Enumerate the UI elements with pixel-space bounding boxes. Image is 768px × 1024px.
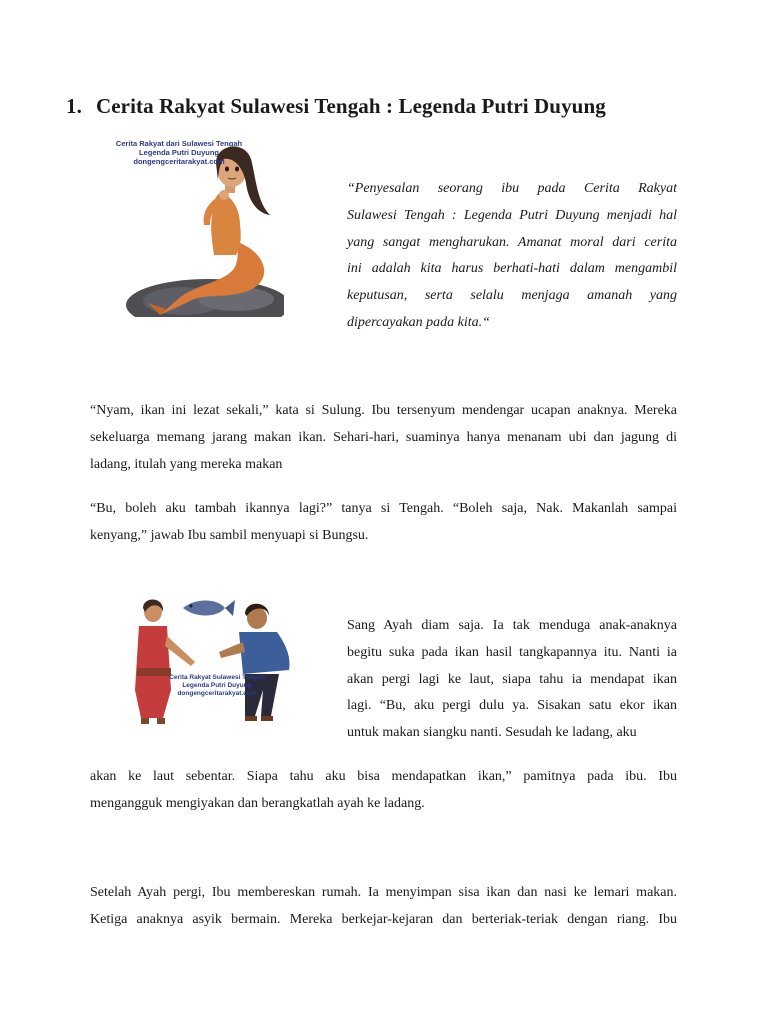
- story-paragraph-3: [347, 613, 677, 747]
- quote-line: yang sangat mengharukan. Amanat moral dari cerita: [347, 234, 677, 250]
- paragraph-line: Setelah Ayah pergi, Ibu membereskan rumah. Ia menyimpan sisa ikan dan nasi ke lemari makan.: [90, 885, 677, 900]
- paragraph-line: Sang Ayah diam saja. Ia tak menduga anak-anaknya: [347, 618, 677, 633]
- caption-line: Legenda Putri Duyung: [182, 682, 252, 689]
- paragraph-line: Ketiga anaknya asyik bermain. Mereka berkejar-kejaran dan berteriak-teriak dengan riang. Ibu: [90, 911, 677, 927]
- paragraph-line: mengangguk mengiyakan dan berangkatlah ayah ke ladang.: [90, 795, 425, 811]
- quote-line: dipercayakan pada kita.“: [347, 314, 490, 330]
- quote-line: “Penyesalan seorang ibu pada Cerita Rakyat: [347, 181, 677, 196]
- family-drawing: [121, 590, 305, 732]
- heading-title: Cerita Rakyat Sulawesi Tengah : Legenda Putri Duyung: [96, 94, 606, 118]
- caption-line: Legenda Putri Duyung: [138, 148, 219, 157]
- paragraph-line: “Nyam, ikan ini lezat sekali,” kata si Sulung. Ibu tersenyum mendengar ucapan anaknya. Mereka: [90, 403, 677, 418]
- paragraph-line: kenyang,” jawab Ibu sambil menyuapi si Bungsu.: [90, 527, 369, 543]
- caption-line: dongengceritarakyat.com: [177, 690, 257, 697]
- story-paragraph-2: [90, 496, 677, 550]
- paragraph-line: “Bu, boleh aku tambah ikannya lagi?” tanya si Tengah. “Boleh saja, Nak. Makanlah sampai: [90, 501, 677, 516]
- image1-caption: [108, 139, 250, 166]
- paragraph-line: ladang, itulah yang mereka makan: [90, 456, 283, 472]
- quote-line: ini adalah kita harus berhati-hati dalam mengambil: [347, 261, 677, 277]
- paragraph-line: untuk makan siangku nanti. Sesudah ke ladang, aku: [347, 725, 637, 741]
- paragraph-line: akan pergi lagi ke laut, siapa tahu ia mendapat ikan: [347, 671, 677, 687]
- paragraph-line: begitu suka pada ikan hasil tangkapannya itu. Nanti ia: [347, 644, 677, 660]
- caption-line: Cerita Rakyat dari Sulawesi Tengah: [115, 139, 243, 148]
- paragraph-line: lagi. “Bu, aku pergi dulu ya. Sisakan satu ekor ikan: [347, 698, 677, 714]
- quote-line: Sulawesi Tengah : Legenda Putri Duyung menjadi hal: [347, 207, 677, 223]
- section-heading: [66, 94, 706, 119]
- heading-number: 1.: [66, 94, 82, 118]
- family-illustration: [121, 590, 305, 732]
- quote-line: keputusan, serta selalu menjaga amanah yang: [347, 288, 677, 304]
- moral-quote: [347, 176, 677, 337]
- story-paragraph-5: [90, 880, 677, 934]
- story-paragraph-1: [90, 398, 677, 478]
- image2-caption: [169, 674, 265, 698]
- caption-line: dongengceritarakyat.com: [133, 157, 225, 166]
- story-paragraph-4: [90, 764, 677, 818]
- caption-line: Cerita Rakyat Sulawesi Tengah: [169, 674, 265, 681]
- mermaid-illustration: [108, 133, 284, 317]
- paragraph-line: sekeluarga memang jarang makan ikan. Sehari-hari, suaminya hanya menanam ubi dan jagung di: [90, 429, 677, 445]
- paragraph-line: akan ke laut sebentar. Siapa tahu aku bisa mendapatkan ikan,” pamitnya pada ibu. Ibu: [90, 769, 677, 784]
